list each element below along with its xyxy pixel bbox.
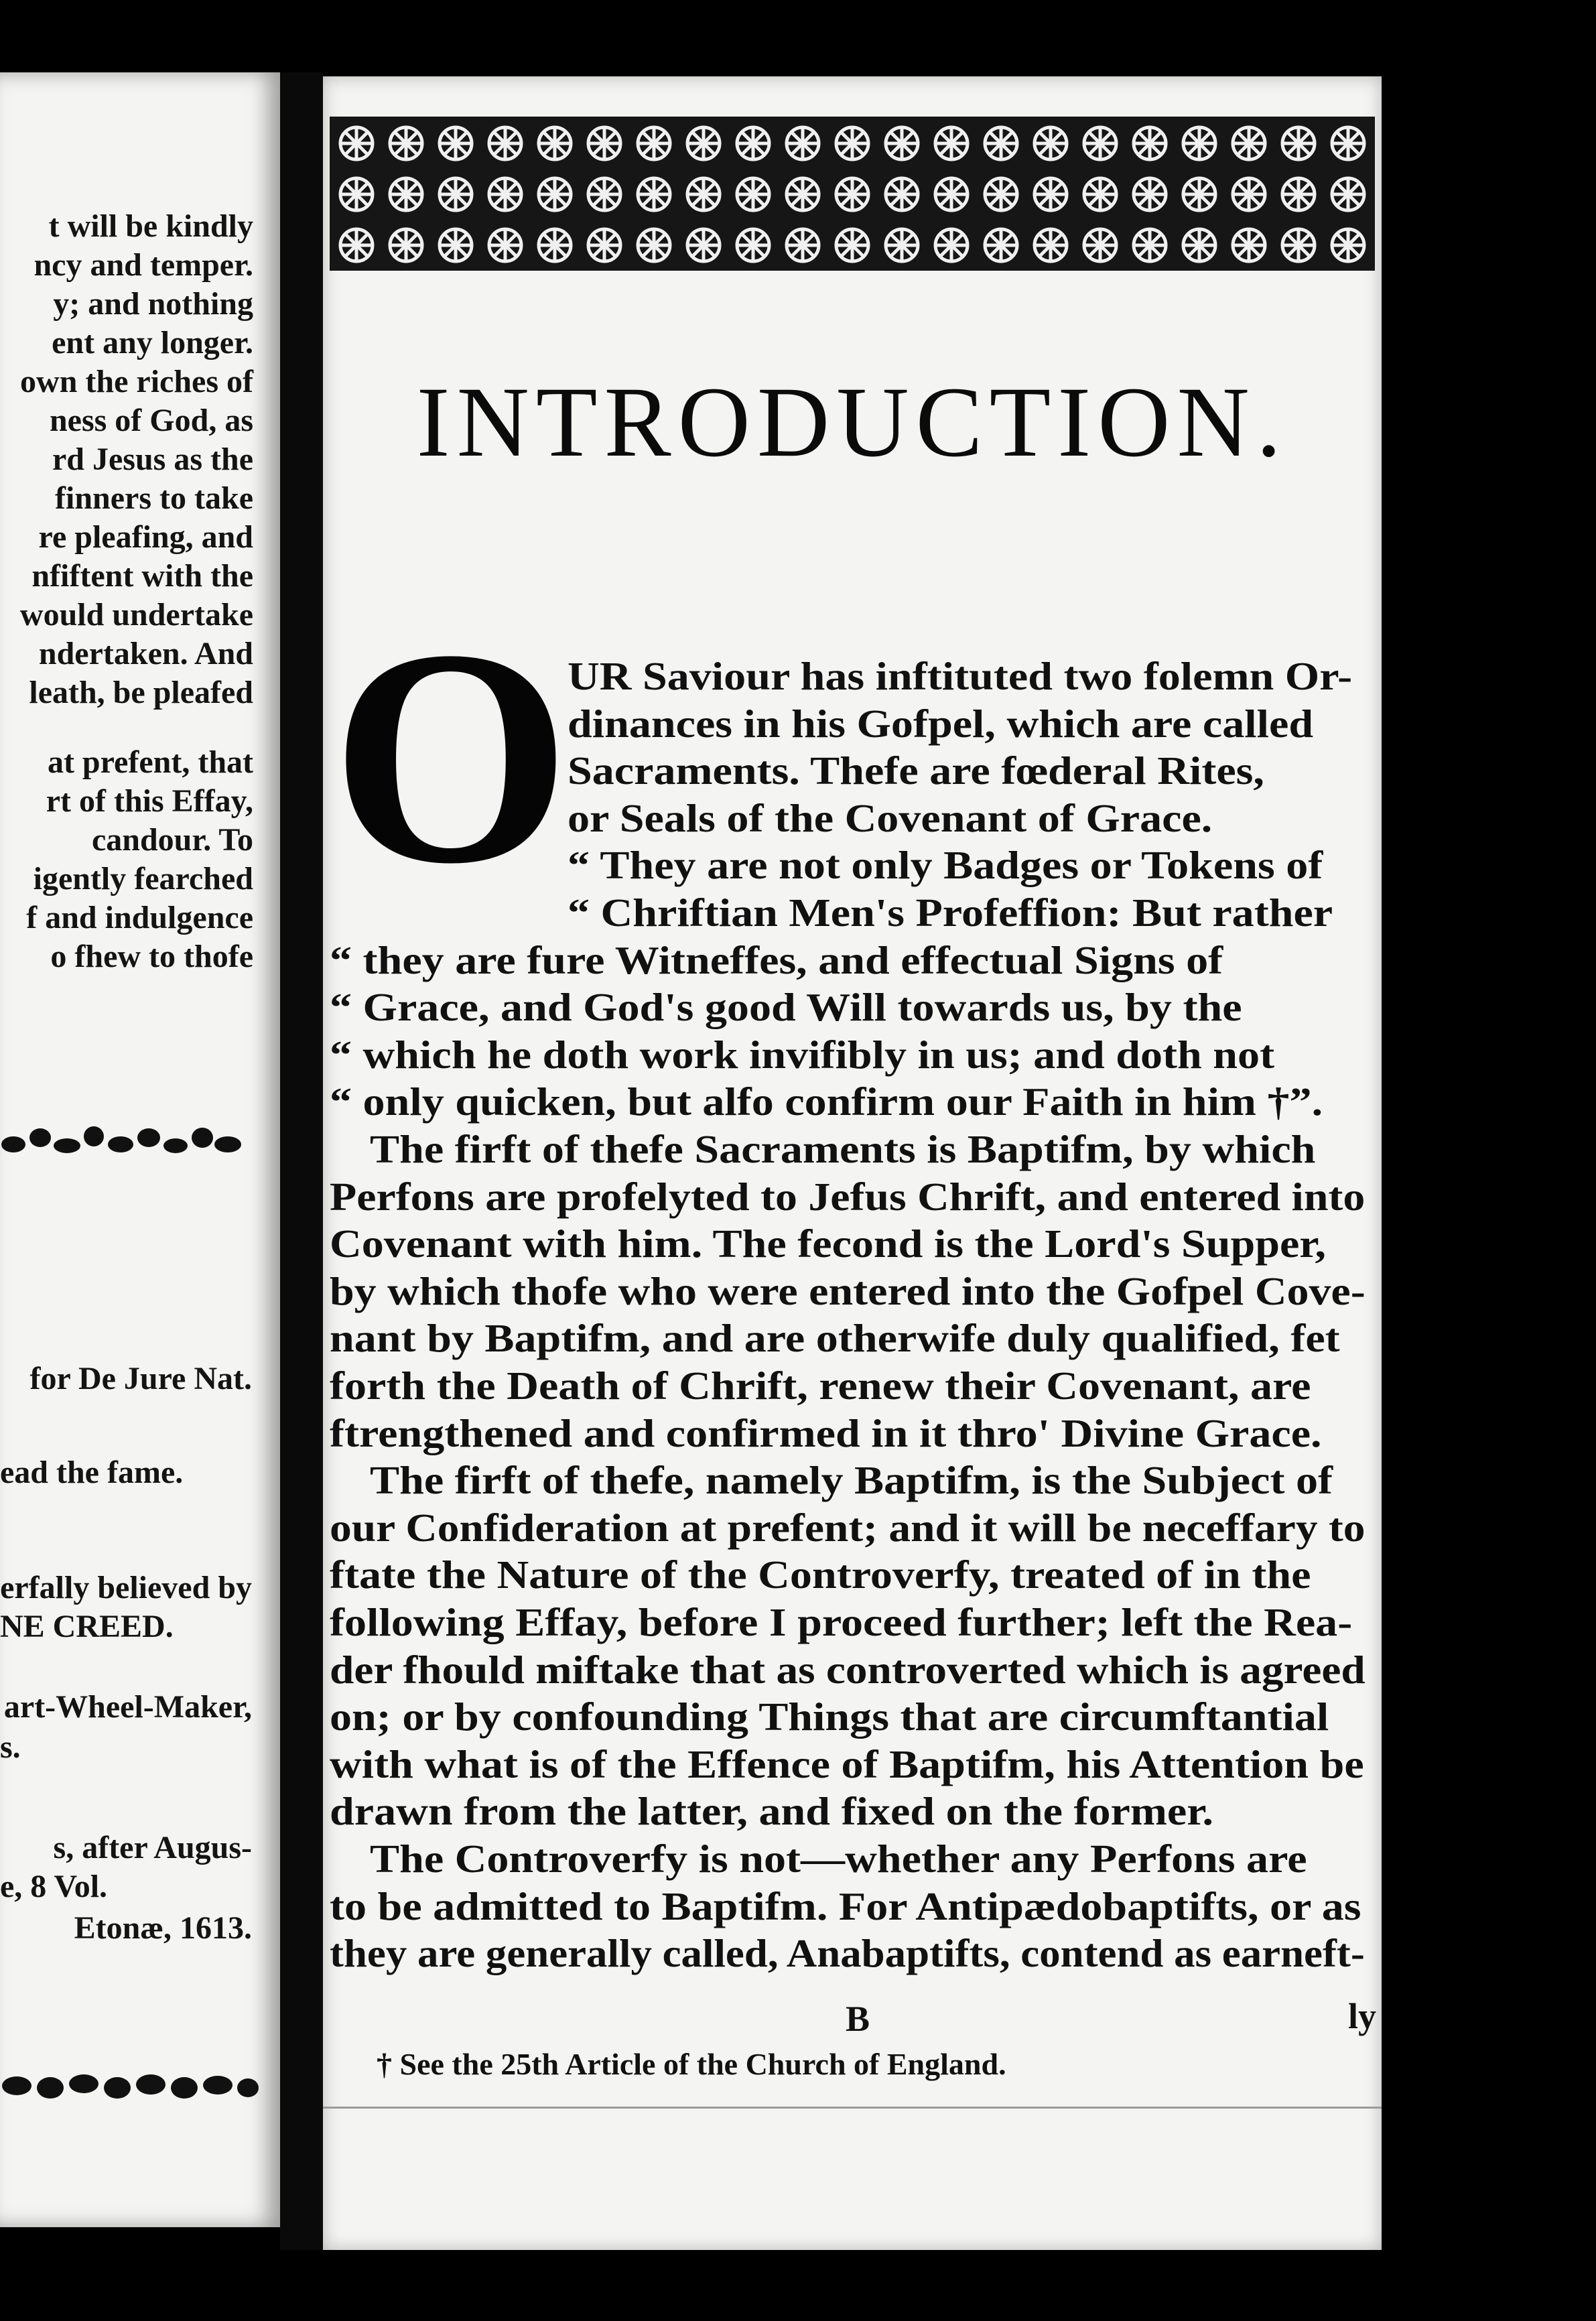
headpiece-star [687, 229, 720, 261]
headpiece-star [1233, 178, 1265, 210]
headpiece-star [1282, 229, 1315, 261]
headpiece-star [638, 178, 670, 210]
body-line-text: our Confideration at prefent; and it will be neceffary to [330, 1505, 1366, 1550]
body-line [330, 1504, 1365, 1551]
headpiece-star [1183, 127, 1215, 159]
headpiece-star [787, 229, 819, 261]
left-page-line: own the riches of [20, 364, 253, 399]
headpiece-star [836, 178, 868, 210]
body-line [568, 653, 1365, 700]
body-line [330, 1315, 1365, 1362]
headpiece-star [1084, 178, 1116, 210]
headpiece-star [1233, 127, 1265, 159]
body-line-text: The firft of thefe Sacraments is Baptifm, by which [370, 1127, 1316, 1171]
left-page-line: igently fearched [33, 861, 253, 897]
body-line [330, 1173, 1365, 1220]
body-line [330, 984, 1365, 1031]
drop-cap: O [331, 586, 571, 927]
body-line [330, 1883, 1365, 1930]
body-line [370, 1126, 1365, 1173]
bottom-rule [323, 2107, 1382, 2109]
headpiece-star [1332, 127, 1364, 159]
headpiece-star [886, 229, 918, 261]
body-line-text: with what is of the Effence of Baptifm, his Attention be [330, 1741, 1364, 1786]
left-page-line: ncy and temper. [34, 247, 253, 283]
left-page-line: candour. To [91, 822, 253, 858]
headpiece-star [687, 178, 720, 210]
body-line [370, 1835, 1365, 1882]
headpiece-star [787, 127, 819, 159]
headpiece-star [787, 178, 819, 210]
body-line-text: drawn from the latter, and fixed on the former. [330, 1789, 1214, 1834]
left-page-line: finners to take [55, 480, 253, 516]
headpiece-star [440, 127, 472, 159]
left-page-line: art-Wheel-Maker, [3, 1689, 252, 1725]
chapter-title: INTRODUCTION. [416, 367, 1288, 478]
headpiece-star [638, 127, 670, 159]
headpiece-star [1282, 127, 1315, 159]
left-page-line: leath, be pleafed [29, 675, 253, 710]
body-line-text: Perfons are profelyted to Jefus Chrift, and entered into [330, 1174, 1366, 1219]
right-page [323, 76, 1382, 2250]
body-line-text: Covenant with him. The fecond is the Lord's Supper, [330, 1221, 1327, 1266]
headpiece-star [1332, 178, 1364, 210]
body-line-text: The Controverfy is not—whether any Perfons are [370, 1837, 1307, 1881]
headpiece-star [588, 178, 620, 210]
body-line-text: they are generally called, Anabaptifts, contend as earneft- [330, 1931, 1365, 1976]
headpiece-star [985, 229, 1017, 261]
headpiece-star [340, 127, 373, 159]
headpiece-star [687, 127, 720, 159]
headpiece-star [935, 229, 968, 261]
headpiece-star [539, 229, 571, 261]
left-page-line: rd Jesus as the [52, 442, 253, 477]
left-page-line: re pleafing, and [38, 519, 253, 555]
body-line [330, 1551, 1365, 1598]
headpiece-ornament [330, 117, 1375, 271]
left-page-line: t will be kindly [48, 208, 253, 244]
headpiece-star [886, 127, 918, 159]
body-line [330, 1741, 1365, 1788]
body-line-text: forth the Death of Chrift, renew their Covenant, are [330, 1364, 1311, 1408]
left-page-line: e, 8 Vol. [0, 1869, 108, 1904]
footnote: † See the 25th Article of the Church of England. [377, 2047, 1006, 2081]
headpiece-star [1282, 178, 1315, 210]
body-line-text: “ only quicken, but alfo confirm our Faith in him †”. [330, 1079, 1323, 1124]
left-page-line: ness of God, as [49, 403, 253, 438]
headpiece-star [985, 178, 1017, 210]
body-line [330, 1693, 1365, 1740]
body-line [330, 1268, 1365, 1315]
body-line [568, 842, 1365, 888]
body-line [568, 747, 1365, 794]
left-page-line: rt of this Effay, [46, 783, 253, 819]
body-line-text: ftrengthened and confirmed in it thro' Divine Grace. [330, 1410, 1322, 1455]
headpiece-star [737, 127, 769, 159]
body-line [330, 1788, 1365, 1835]
body-line-text: “ Grace, and God's good Will towards us, by the [330, 985, 1242, 1030]
body-line-text: on; or by confounding Things that are circumftantial [330, 1695, 1329, 1739]
headpiece-star [539, 127, 571, 159]
body-line-text: dinances in his Gofpel, which are called [568, 701, 1314, 746]
headpiece-star [390, 178, 422, 210]
left-page-line: ent any longer. [52, 325, 253, 360]
headpiece-star [340, 229, 373, 261]
body-line-text: UR Saviour has inftituted two folemn Or- [568, 654, 1353, 698]
body-line-text: “ Chriftian Men's Profeffion: But rather [568, 890, 1333, 935]
headpiece-star [836, 229, 868, 261]
body-line [330, 1031, 1365, 1078]
body-line [330, 1362, 1365, 1409]
headpiece-star [1134, 229, 1166, 261]
headpiece-star [1084, 127, 1116, 159]
headpiece-star [390, 127, 422, 159]
headpiece-star [886, 178, 918, 210]
headpiece-star [737, 178, 769, 210]
left-page-line: erfally believed by [0, 1570, 252, 1605]
signature-mark: B [846, 1999, 870, 2039]
headpiece-star [440, 229, 472, 261]
headpiece-star [1233, 229, 1265, 261]
body-line [330, 937, 1365, 984]
left-page-line: ead the fame. [0, 1455, 184, 1490]
headpiece-star [985, 127, 1017, 159]
body-line [330, 1930, 1365, 1977]
headpiece-star [539, 178, 571, 210]
headpiece-star [836, 127, 868, 159]
headpiece-star [1084, 229, 1116, 261]
catchword: ly [1348, 1996, 1377, 2036]
headpiece-star [588, 229, 620, 261]
body-line-text: to be admitted to Baptifm. For Antipædobaptifts, or as [330, 1883, 1361, 1928]
headpiece-star [1035, 229, 1067, 261]
headpiece-star [1332, 229, 1364, 261]
body-line-text: Sacraments. Thefe are fœderal Rites, [568, 748, 1264, 793]
left-page-line: at prefent, that [47, 744, 253, 780]
headpiece-star [935, 127, 968, 159]
left-page-line: s, after Augus- [53, 1830, 252, 1865]
body-line-text: “ They are not only Badges or Tokens of [568, 843, 1323, 888]
headpiece-star [588, 127, 620, 159]
left-page-line: nfiftent with the [31, 558, 253, 594]
left-page-line: would undertake [19, 597, 253, 633]
body-line-text: der fhould miftake that as controverted which is agreed [330, 1647, 1366, 1692]
body-line [330, 1410, 1365, 1457]
body-line-text: “ which he doth work invifibly in us; and doth not [330, 1032, 1275, 1077]
body-line-text: following Effay, before I proceed further; left the Rea- [330, 1600, 1353, 1644]
headpiece-star [440, 178, 472, 210]
headpiece-star [489, 127, 521, 159]
body-line-text: The firft of thefe, namely Baptifm, is the Subject of [370, 1458, 1333, 1503]
body-line [568, 700, 1365, 747]
left-page-line: ndertaken. And [38, 636, 253, 671]
left-page-line: s. [0, 1729, 21, 1765]
body-line-text: “ they are fure Witneffes, and effectual Signs of [330, 937, 1223, 982]
body-line [370, 1457, 1365, 1504]
headpiece-star [638, 229, 670, 261]
body-line [568, 795, 1365, 842]
body-line [568, 889, 1365, 936]
left-page-line: Etonæ, 1613. [74, 1910, 252, 1946]
body-line [330, 1220, 1365, 1267]
headpiece-star [737, 229, 769, 261]
headpiece-star [1183, 229, 1215, 261]
left-page-line: NE CREED. [0, 1609, 174, 1644]
body-line [330, 1646, 1365, 1693]
headpiece-star [390, 229, 422, 261]
body-line-text: or Seals of the Covenant of Grace. [568, 795, 1213, 840]
body-line-text: by which thofe who were entered into the Gofpel Cove- [330, 1268, 1366, 1313]
left-page [0, 72, 280, 2227]
headpiece-star [1134, 178, 1166, 210]
headpiece-star [1035, 178, 1067, 210]
body-line-text: ftate the Nature of the Controverfy, treated of in the [330, 1552, 1311, 1597]
left-page-line: for De Jure Nat. [29, 1361, 252, 1396]
left-ornament-top [0, 1118, 261, 1165]
headpiece-star [935, 178, 968, 210]
left-page-line: y; and nothing [53, 286, 253, 322]
headpiece-star [489, 229, 521, 261]
headpiece-star [1035, 127, 1067, 159]
body-line-text: nant by Baptifm, and are otherwife duly qualified, fet [330, 1316, 1340, 1361]
left-page-line: o fhew to thofe [50, 939, 253, 974]
body-line [330, 1078, 1365, 1125]
book-gutter [280, 72, 323, 2250]
headpiece-star [1134, 127, 1166, 159]
headpiece-star [340, 178, 373, 210]
body-line [330, 1599, 1365, 1646]
headpiece-star [489, 178, 521, 210]
headpiece-star [1183, 178, 1215, 210]
left-page-line: f and indulgence [26, 900, 253, 935]
left-ornament-bottom [0, 2062, 261, 2109]
